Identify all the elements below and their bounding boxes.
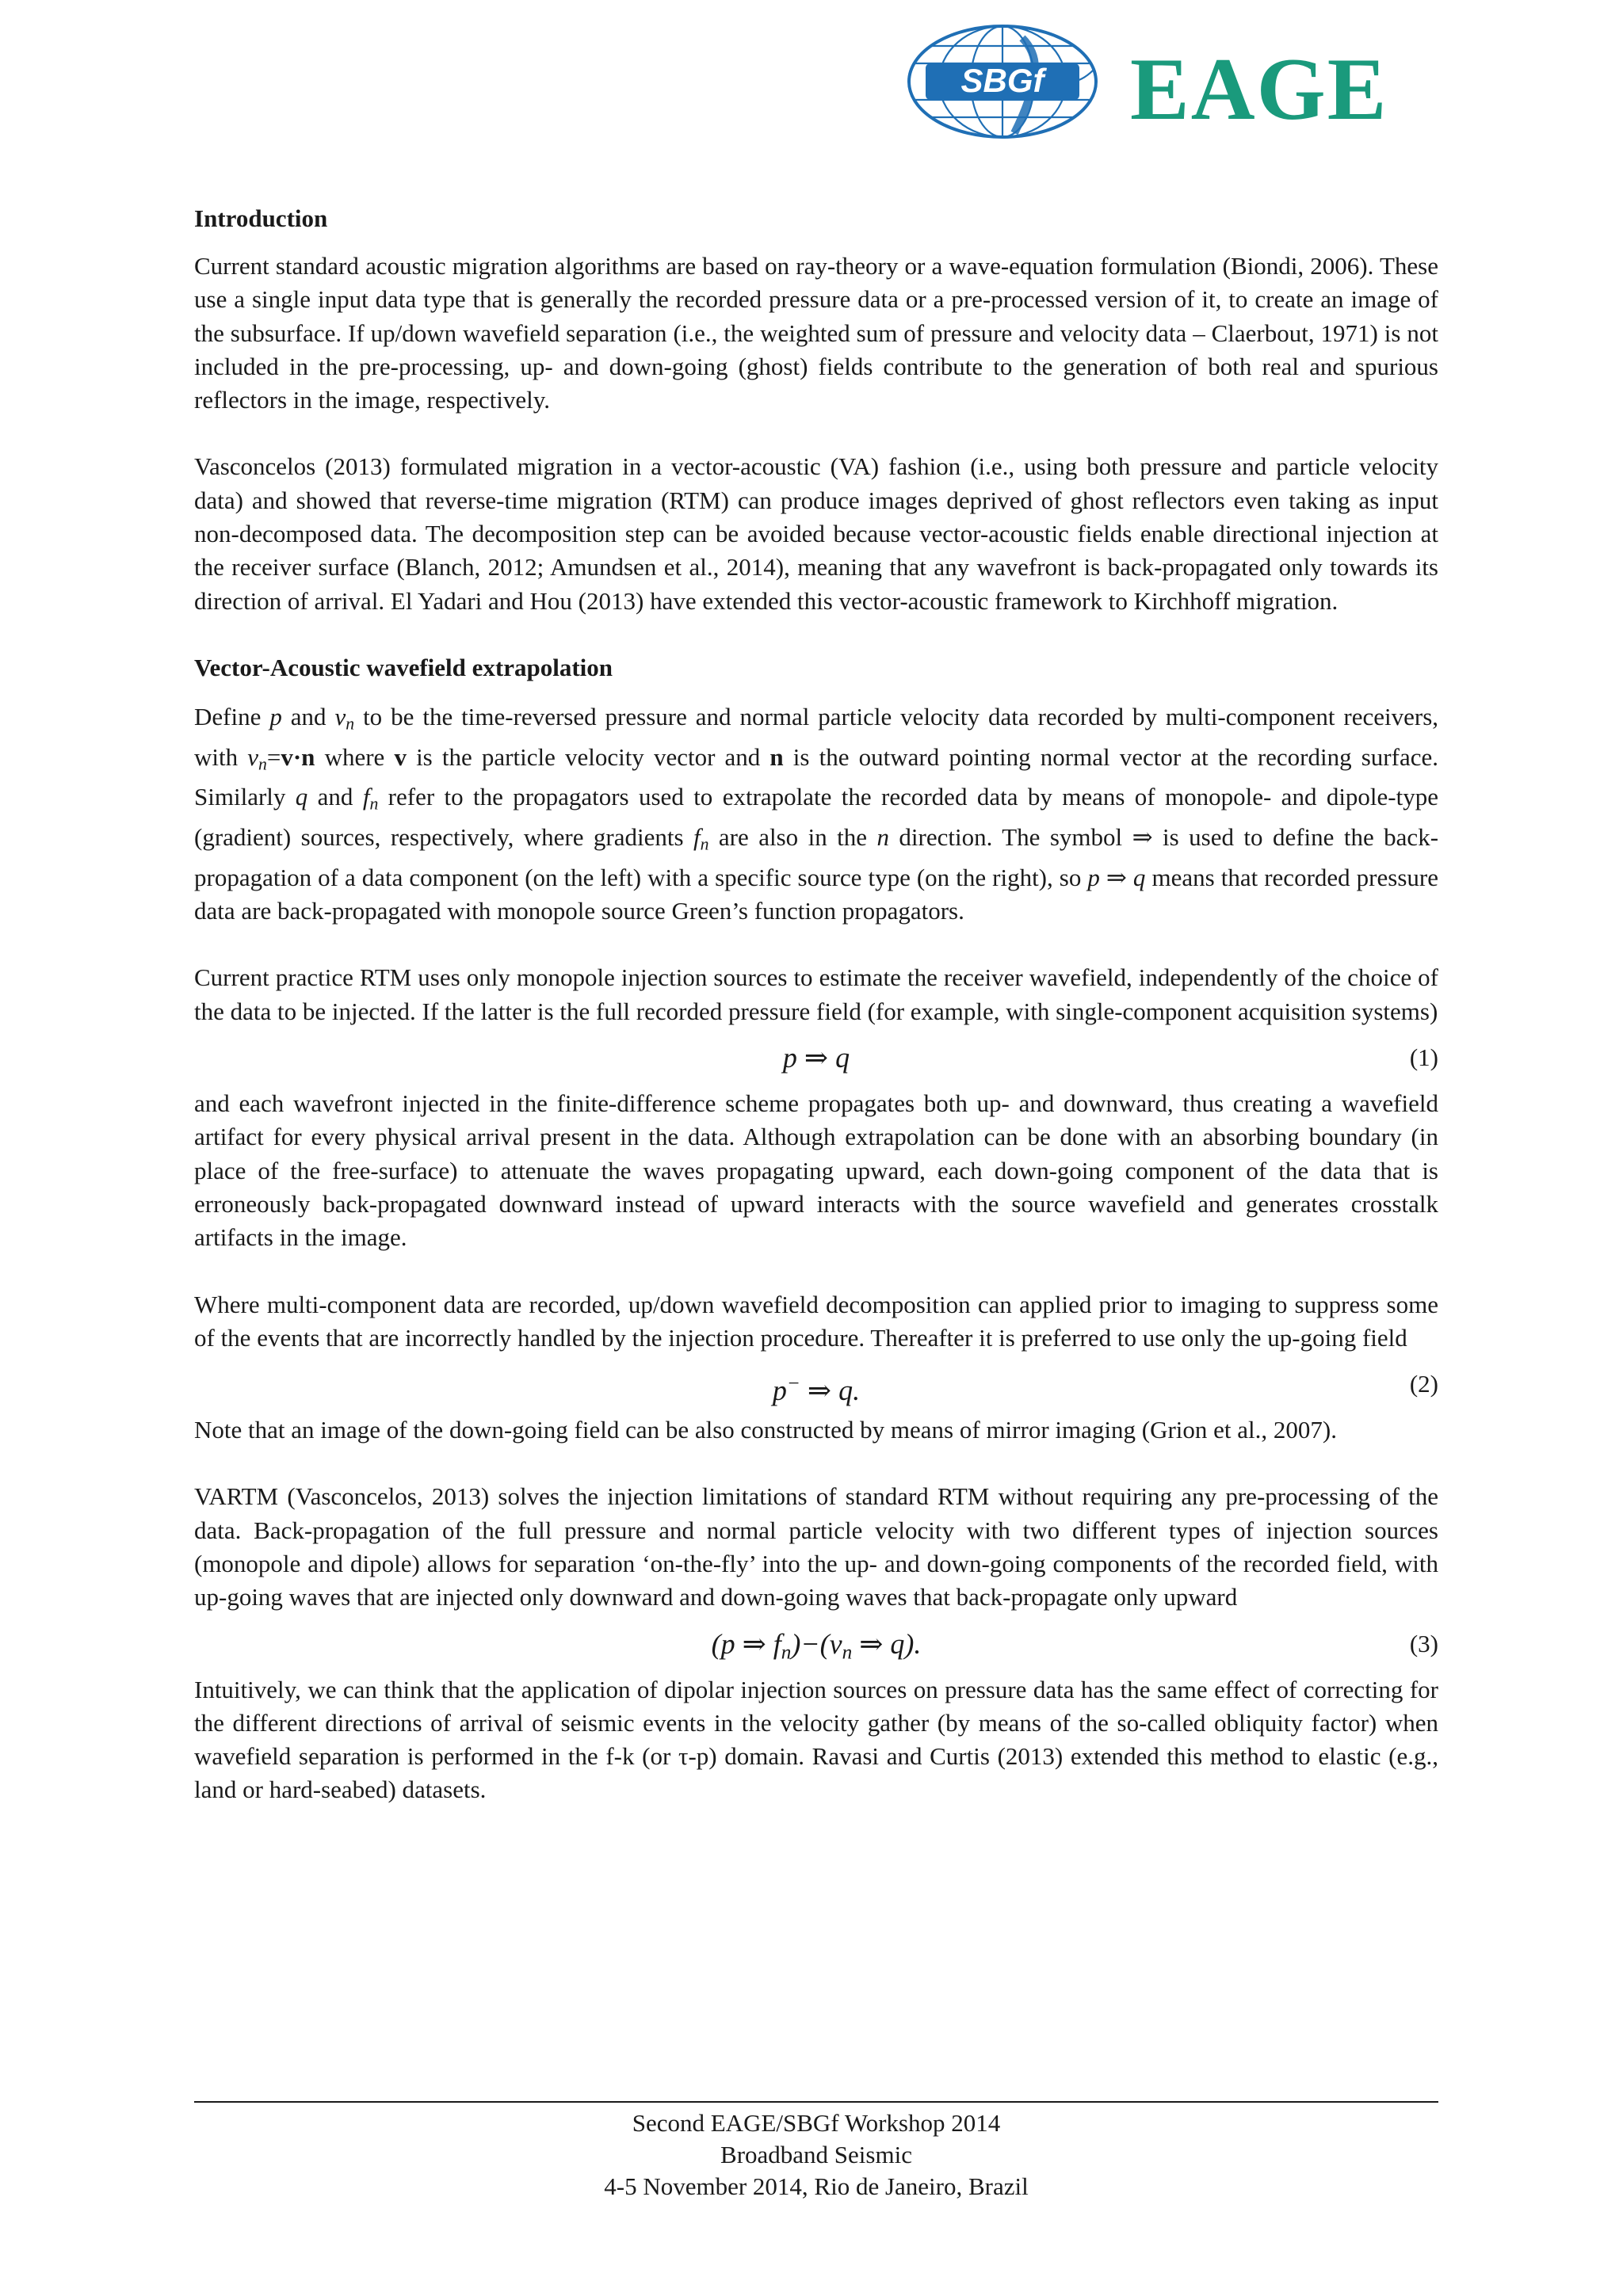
equation-2 [194,1358,1438,1410]
equation-3 [194,1618,1438,1670]
equation-3-body: (p ⇒ $f_n)-(v_n$ ⇒ q). [711,1627,922,1663]
equation-1 [194,1032,1438,1084]
intro-paragraph-2: Vasconcelos (2013) formulated migration in a vector-acoustic (VA) fashion (i.e., using both pressure and particle velocity data) and showed that reverse-time migration (RTM) can produce images deprived of ghost reflectors even taking as input non-decomposed data. The decomposition step can be avoided because vector-acoustic fields enable directional injection at the receiver surface (Blanch, 2012; Amundsen et al., 2014), meaning that any wavefront is back-propagated only towards its direction of arrival. El Yadari and Hou (2013) have extended this vector-acoustic framework to Kirchhoff migration. [194,452,1438,615]
footer [194,2107,1438,2203]
va-paragraph-5: Note that an image of the down-going field can be also constructed by means of mirror imaging (Grion et al., 2007). [194,1416,1337,1444]
sbgf-logo [903,22,1102,141]
va-paragraph-3: and each wavefront injected in the finite-difference scheme propagates both up- and downward, thus creating a wavefield artifact for every physical arrival present in the data. Although extrapolation can be done with an absorbing boundary (in place of the free-surface) to attenuate the waves propagating upward, each down-going component of the data that is erroneously back-propagated downward instead of upward interacts with the source wavefield and generates crosstalk artifacts in the image. [194,1089,1438,1252]
va-paragraph-1: Define p and $v_n$ to be the time-reversed pressure and normal particle velocity data recorded by multi-component receivers, with $v_n=v\cdot n$ where v is the particle velocity vector and n is the outward pointing normal vector at the recording surface. Similarly q and $f_n$ refer to the propagators used to extrapolate the recorded data by means of monopole- and dipole-type (gradient) sources, respectively, where gradients $f_n$ are also in the n direction. The symbol ⇒ is used to define the back-propagation of a data component (on the left) with a specific source type (on the right), so p ⇒ q means that recorded pressure data are back-propagated with monopole source Green’s function propagators. [194,702,1439,925]
intro-paragraph-1: Current standard acoustic migration algorithms are based on ray-theory or a wave-equation formulation (Biondi, 2006). These use a single input data type that is generally the recorded pressure data or a pre-processed version of it, to create an image of the subsurface. If up/down wavefield separation (i.e., the weighted sum of pressure and velocity data – Claerbout, 1971) is not included in the pre-processing, up- and down-going (ghost) fields contribute to the generation of both real and spurious reflectors in the image, respectively. [194,252,1438,414]
equation-1-number: (1) [1409,1043,1438,1072]
paper-body [194,202,1438,1840]
intro-heading: Introduction [194,204,328,232]
footer-line-3: 4-5 November 2014, Rio de Janeiro, Brazil [604,2172,1029,2200]
va-paragraph-6: VARTM (Vasconcelos, 2013) solves the injection limitations of standard RTM without requiring any pre-processing of the data. Back-propagation of the full pressure and normal particle velocity with two different types of injection sources (monopole and dipole) allows for separation ‘on-the-fly’ into the up- and down-going components of the recorded field, with up-going waves that are injected only downward and down-going waves that back-propagate only upward [194,1482,1438,1611]
equation-1-body: p ⇒ q [782,1042,850,1074]
eage-logo: EAGE [1130,40,1388,139]
footer-line-1: Second EAGE/SBGf Workshop 2014 [632,2109,1001,2137]
va-heading: Vector-Acoustic wavefield extrapolation [194,653,613,681]
footer-divider [194,2101,1438,2103]
equation-2-body: p− ⇒ q. [772,1373,861,1407]
header-logos [903,22,1442,141]
equation-2-number: (2) [1409,1370,1438,1398]
va-paragraph-2: Current practice RTM uses only monopole injection sources to estimate the receiver wavefield, independently of the choice of the data to be injected. If the latter is the full recorded pressure field (for example, with single-component acquisition systems) [194,963,1438,1025]
va-paragraph-4: Where multi-component data are recorded, up/down wavefield decomposition can applied prior to imaging to suppress some of the events that are incorrectly handled by the injection procedure. Thereafter it is preferred to use only the up-going field [194,1290,1438,1352]
footer-line-2: Broadband Seismic [720,2141,912,2168]
equation-3-number: (3) [1409,1629,1438,1657]
sbgf-logo-text: SBGf [960,62,1044,99]
va-paragraph-7: Intuitively, we can think that the application of dipolar injection sources on pressure data has the same effect of correcting for the different directions of arrival of seismic events in the velocity gather (by means of the so-called obliquity factor) when wavefield separation is performed in the f-k (or τ-p) domain. Ravasi and Curtis (2013) extended this method to elastic (e.g., land or hard-seabed) datasets. [194,1675,1438,1804]
